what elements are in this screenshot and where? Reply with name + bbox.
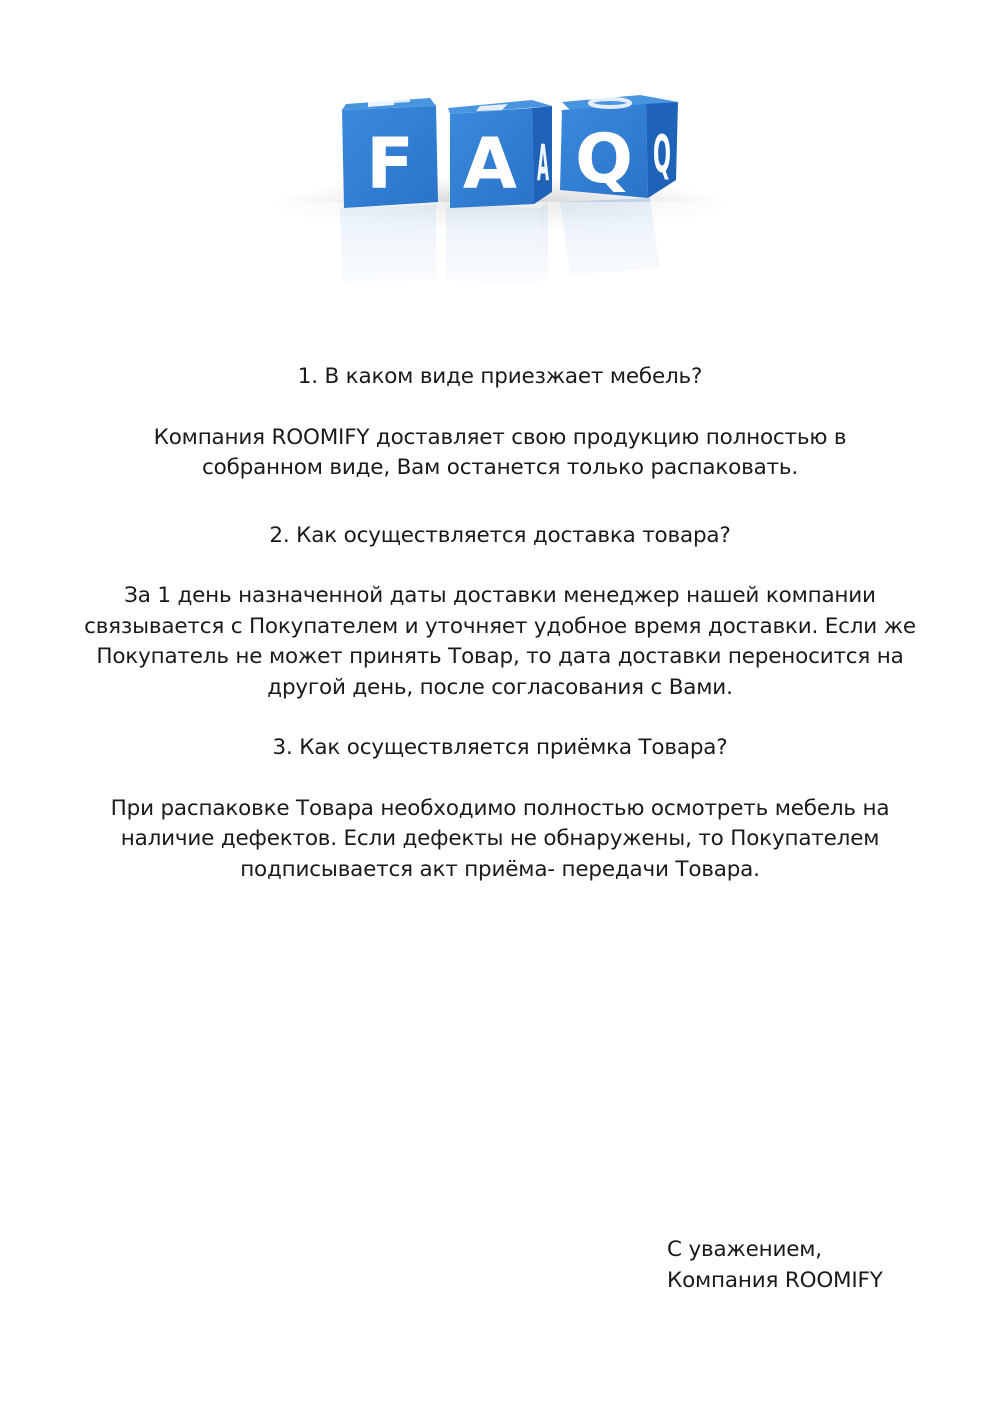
cube-q: [560, 95, 678, 199]
svg-text:A: A: [537, 134, 550, 192]
faq-question: 3. Как осуществляется приёмка Товара?: [272, 735, 728, 760]
faq-item: [30, 362, 970, 484]
answer-line: Компания ROOMIFY доставляет свою продукцию полностью в: [153, 424, 847, 450]
cube-a: [448, 100, 552, 208]
faq-content: [30, 362, 970, 885]
answer-line: За 1 день назначенной даты доставки менеджер нашей компании: [124, 583, 876, 608]
faq-answer: [30, 581, 970, 703]
faq-question: 1. В каком виде приезжает мебель?: [297, 364, 703, 389]
answer-line: собранном виде, Вам останется только распаковать.: [202, 455, 798, 480]
faq-answer: [30, 423, 970, 484]
answer-line: Покупатель не может принять Товар, то дата доставки переносится на: [96, 644, 904, 669]
faq-item: [30, 521, 970, 704]
signature-company: Компания ROOMIFY: [667, 1267, 883, 1293]
faq-cubes-image: [270, 80, 730, 310]
svg-text:F: F: [366, 123, 414, 205]
faq-item: [30, 733, 970, 885]
faq-answer: [30, 794, 970, 886]
faq-question: 2. Как осуществляется доставка товара?: [269, 522, 731, 548]
signature: [667, 1235, 883, 1296]
signature-greeting: С уважением,: [667, 1237, 822, 1262]
svg-text:A: A: [462, 123, 518, 205]
answer-line: При распаковке Товара необходимо полностью осмотреть мебель на: [110, 795, 890, 821]
cube-f: [342, 98, 438, 208]
answer-line: наличие дефектов. Если дефекты не обнаружены, то Покупателем: [120, 826, 880, 851]
svg-text:Q: Q: [575, 120, 633, 199]
answer-line: связывается с Покупателем и уточняет удобное время доставки. Если же: [84, 613, 916, 639]
answer-line: подписывается акт приёма- передачи Товара.: [240, 856, 760, 882]
svg-text:Q: Q: [653, 125, 671, 185]
answer-line: другой день, после согласования с Вами.: [267, 674, 733, 700]
faq-cubes-logo: [270, 80, 730, 310]
